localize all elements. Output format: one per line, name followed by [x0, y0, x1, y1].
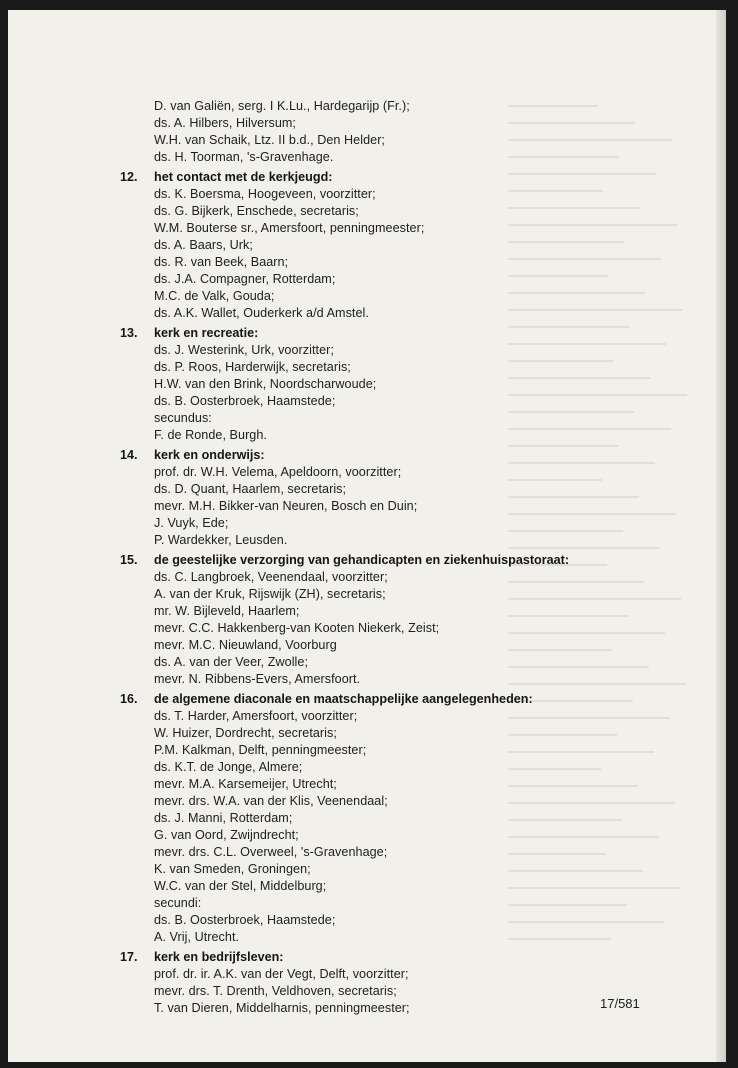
member-line: P. Wardekker, Leusden.: [154, 533, 288, 547]
member-line: ds. K. Boersma, Hoogeveen, voorzitter;: [154, 187, 376, 201]
member-line: mevr. drs. T. Drenth, Veldhoven, secretaris;: [154, 984, 397, 998]
member-line: ds. A. van der Veer, Zwolle;: [154, 655, 309, 669]
member-line: mevr. drs. W.A. van der Klis, Veenendaal;: [154, 794, 388, 808]
member-line: mevr. M.C. Nieuwland, Voorburg: [154, 638, 337, 652]
document-body: [120, 98, 620, 1017]
member-line: K. van Smeden, Groningen;: [154, 862, 311, 876]
section-heading: [120, 948, 620, 966]
member-line: ds. B. Oosterbroek, Haamstede;: [154, 913, 336, 927]
committee-section: [120, 446, 620, 549]
member-line: ds. A. Baars, Urk;: [154, 238, 253, 252]
member-line: W. Huizer, Dordrecht, secretaris;: [154, 726, 337, 740]
member-line: F. de Ronde, Burgh.: [154, 428, 267, 442]
section-title: kerk en recreatie:: [154, 326, 259, 340]
member-line: T. van Dieren, Middelharnis, penningmeester;: [154, 1001, 410, 1015]
member-line: ds. K.T. de Jonge, Almere;: [154, 760, 303, 774]
section-heading: [120, 551, 620, 569]
committee-section: [120, 948, 620, 1017]
member-line: G. van Oord, Zwijndrecht;: [154, 828, 299, 842]
section-title: kerk en onderwijs:: [154, 448, 265, 462]
member-line: secundi:: [154, 896, 202, 910]
continued-member-list: [120, 98, 620, 166]
member-line: ds. T. Harder, Amersfoort, voorzitter;: [154, 709, 358, 723]
section-number: 14.: [120, 448, 138, 462]
member-line: ds. J. Manni, Rotterdam;: [154, 811, 293, 825]
committee-section: [120, 551, 620, 688]
section-heading: [120, 446, 620, 464]
member-line: mr. W. Bijleveld, Haarlem;: [154, 604, 300, 618]
member-line: ds. P. Roos, Harderwijk, secretaris;: [154, 360, 351, 374]
section-number: 12.: [120, 170, 138, 184]
section-heading: [120, 168, 620, 186]
committee-section: [120, 324, 620, 444]
member-line: ds. B. Oosterbroek, Haamstede;: [154, 394, 336, 408]
member-line: mevr. N. Ribbens-Evers, Amersfoort.: [154, 672, 361, 686]
member-line: mevr. C.C. Hakkenberg-van Kooten Niekerk, Zeist;: [154, 621, 440, 635]
member-line: secundus:: [154, 411, 212, 425]
member-line: W.C. van der Stel, Middelburg;: [154, 879, 327, 893]
section-number: 17.: [120, 950, 138, 964]
member-line: mevr. M.A. Karsemeijer, Utrecht;: [154, 777, 337, 791]
committee-section: [120, 168, 620, 322]
member-line: M.C. de Valk, Gouda;: [154, 289, 275, 303]
member-line: ds. A. Hilbers, Hilversum;: [154, 116, 296, 130]
member-line: ds. G. Bijkerk, Enschede, secretaris;: [154, 204, 359, 218]
member-line: mevr. M.H. Bikker-van Neuren, Bosch en Duin;: [154, 499, 418, 513]
section-title: de geestelijke verzorging van gehandicapten en ziekenhuispastoraat:: [154, 553, 570, 567]
section-title: het contact met de kerkjeugd:: [154, 170, 333, 184]
member-line: ds. J. Westerink, Urk, voorzitter;: [154, 343, 334, 357]
member-line: prof. dr. W.H. Velema, Apeldoorn, voorzitter;: [154, 465, 402, 479]
member-line: ds. H. Toorman, 's-Gravenhage.: [154, 150, 334, 164]
member-line: W.M. Bouterse sr., Amersfoort, penningmeester;: [154, 221, 425, 235]
page-number: 17/581: [600, 996, 640, 1011]
member-line: ds. R. van Beek, Baarn;: [154, 255, 289, 269]
member-line: H.W. van den Brink, Noordscharwoude;: [154, 377, 377, 391]
section-number: 13.: [120, 326, 138, 340]
member-line: prof. dr. ir. A.K. van der Vegt, Delft, voorzitter;: [154, 967, 409, 981]
member-line: ds. J.A. Compagner, Rotterdam;: [154, 272, 336, 286]
section-heading: [120, 690, 620, 708]
section-number: 15.: [120, 553, 138, 567]
member-line: J. Vuyk, Ede;: [154, 516, 229, 530]
section-title: de algemene diaconale en maatschappelijke aangelegenheden:: [154, 692, 533, 706]
member-line: mevr. drs. C.L. Overweel, 's-Gravenhage;: [154, 845, 388, 859]
member-line: P.M. Kalkman, Delft, penningmeester;: [154, 743, 367, 757]
member-line: ds. C. Langbroek, Veenendaal, voorzitter;: [154, 570, 388, 584]
member-line: A. Vrij, Utrecht.: [154, 930, 240, 944]
page-edge-shadow: [716, 10, 726, 1062]
section-number: 16.: [120, 692, 138, 706]
member-line: ds. D. Quant, Haarlem, secretaris;: [154, 482, 347, 496]
scanned-page: [8, 10, 726, 1062]
committee-section: [120, 690, 620, 946]
member-line: W.H. van Schaik, Ltz. II b.d., Den Helder;: [154, 133, 385, 147]
section-title: kerk en bedrijfsleven:: [154, 950, 284, 964]
member-line: ds. A.K. Wallet, Ouderkerk a/d Amstel.: [154, 306, 369, 320]
section-heading: [120, 324, 620, 342]
committee-sections: [120, 168, 620, 1017]
member-line: A. van der Kruk, Rijswijk (ZH), secretaris;: [154, 587, 386, 601]
member-line: D. van Galiën, serg. I K.Lu., Hardegarijp (Fr.);: [154, 99, 410, 113]
